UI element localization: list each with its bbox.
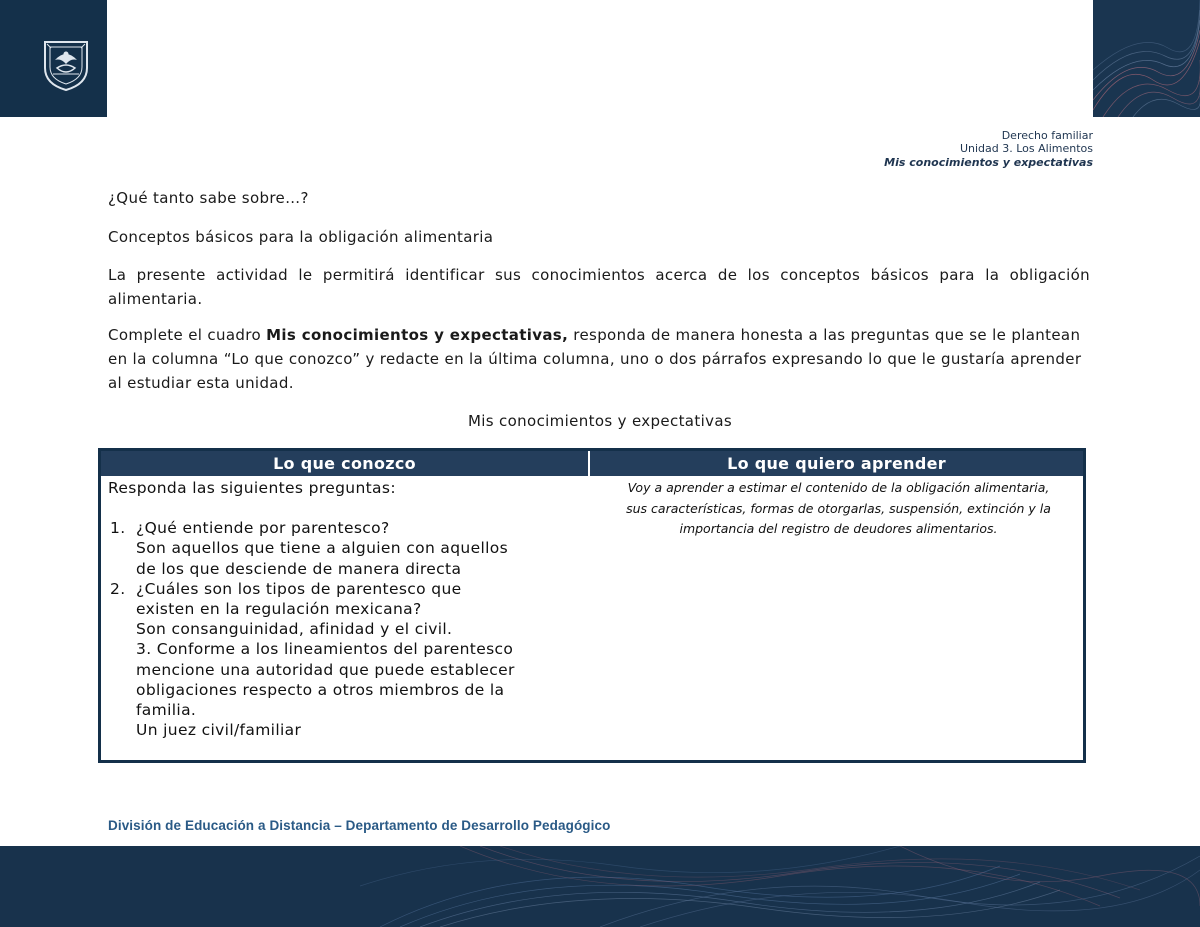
- course-name: Derecho familiar: [1001, 129, 1093, 142]
- knowledge-table: [98, 448, 1086, 763]
- spacer: [108, 498, 583, 518]
- activity-name: Mis conocimientos y expectativas: [884, 156, 1093, 169]
- concepts-title: Conceptos básicos para la obligación alimentaria: [108, 228, 494, 246]
- wave-pattern-icon: [1093, 0, 1200, 117]
- table-title: Mis conocimientos y expectativas: [467, 412, 733, 430]
- unit-name: Unidad 3. Los Alimentos: [959, 142, 1093, 155]
- intro-paragraph: La presente actividad le permitirá identificar sus conocimientos acerca de los conceptos básicos para la obligación alimentaria.: [108, 266, 1090, 308]
- question-1-number: 1.: [110, 519, 126, 538]
- learn-text-line-3: importancia del registro de deudores alimentarios.: [679, 521, 998, 536]
- know-cell: [108, 478, 583, 740]
- instructions-text-end: responda de manera honesta a las preguntas que se le plantean en la columna “Lo que conozco” y redacte en la última columna, uno o dos párrafos expresando lo que le gustaría aprender al estudiar esta unidad.: [108, 326, 1082, 392]
- question-2: [108, 579, 583, 599]
- question-3-line-2: mencione una autoridad que puede establecer: [136, 660, 515, 679]
- question-3-line-4: familia.: [136, 701, 197, 720]
- header-logo-box: [0, 0, 107, 117]
- question-title: ¿Qué tanto sabe sobre…?: [108, 189, 309, 207]
- questions-prompt: Responda las siguientes preguntas:: [108, 479, 396, 497]
- question-2-number: 2.: [110, 579, 126, 598]
- answer-2: Son consanguinidad, afinidad y el civil.: [136, 620, 453, 639]
- column-header-know: Lo que conozco: [101, 451, 590, 476]
- question-1-text: ¿Qué entiende por parentesco?: [136, 519, 390, 538]
- header-decoration: [1093, 0, 1200, 117]
- question-2-text-line-1: ¿Cuáles son los tipos de parentesco que: [136, 579, 462, 598]
- table-header-row: [101, 451, 1083, 476]
- question-1: [108, 518, 583, 538]
- column-header-learn: Lo que quiero aprender: [727, 454, 946, 473]
- learn-text-line-1: Voy a aprender a estimar el contenido de la obligación alimentaria,: [627, 480, 1050, 495]
- footer-wave-pattern-icon: [0, 846, 1200, 927]
- answer-1-line-2: de los que desciende de manera directa: [136, 559, 462, 578]
- instructions-text-start: Complete el cuadro: [108, 326, 267, 344]
- answer-3: Un juez civil/familiar: [136, 721, 302, 740]
- question-3-line-3: obligaciones respecto a otros miembros de la: [136, 680, 505, 699]
- footer-band: [0, 846, 1200, 927]
- university-seal-icon: [41, 38, 91, 92]
- instructions-bold-text: Mis conocimientos y expectativas,: [266, 326, 569, 344]
- learn-cell: [601, 478, 1076, 540]
- answer-1-line-1: Son aquellos que tiene a alguien con aquellos: [136, 539, 509, 558]
- instructions-paragraph: [108, 323, 1090, 395]
- footer-division-text: División de Educación a Distancia – Departamento de Desarrollo Pedagógico: [108, 818, 611, 833]
- learn-text-line-2: sus características, formas de otorgarlas, suspensión, extinción y la: [626, 500, 1051, 516]
- question-3-line-1: 3. Conforme a los lineamientos del parentesco: [136, 640, 514, 659]
- question-2-line-2: existen en la regulación mexicana?: [136, 600, 422, 619]
